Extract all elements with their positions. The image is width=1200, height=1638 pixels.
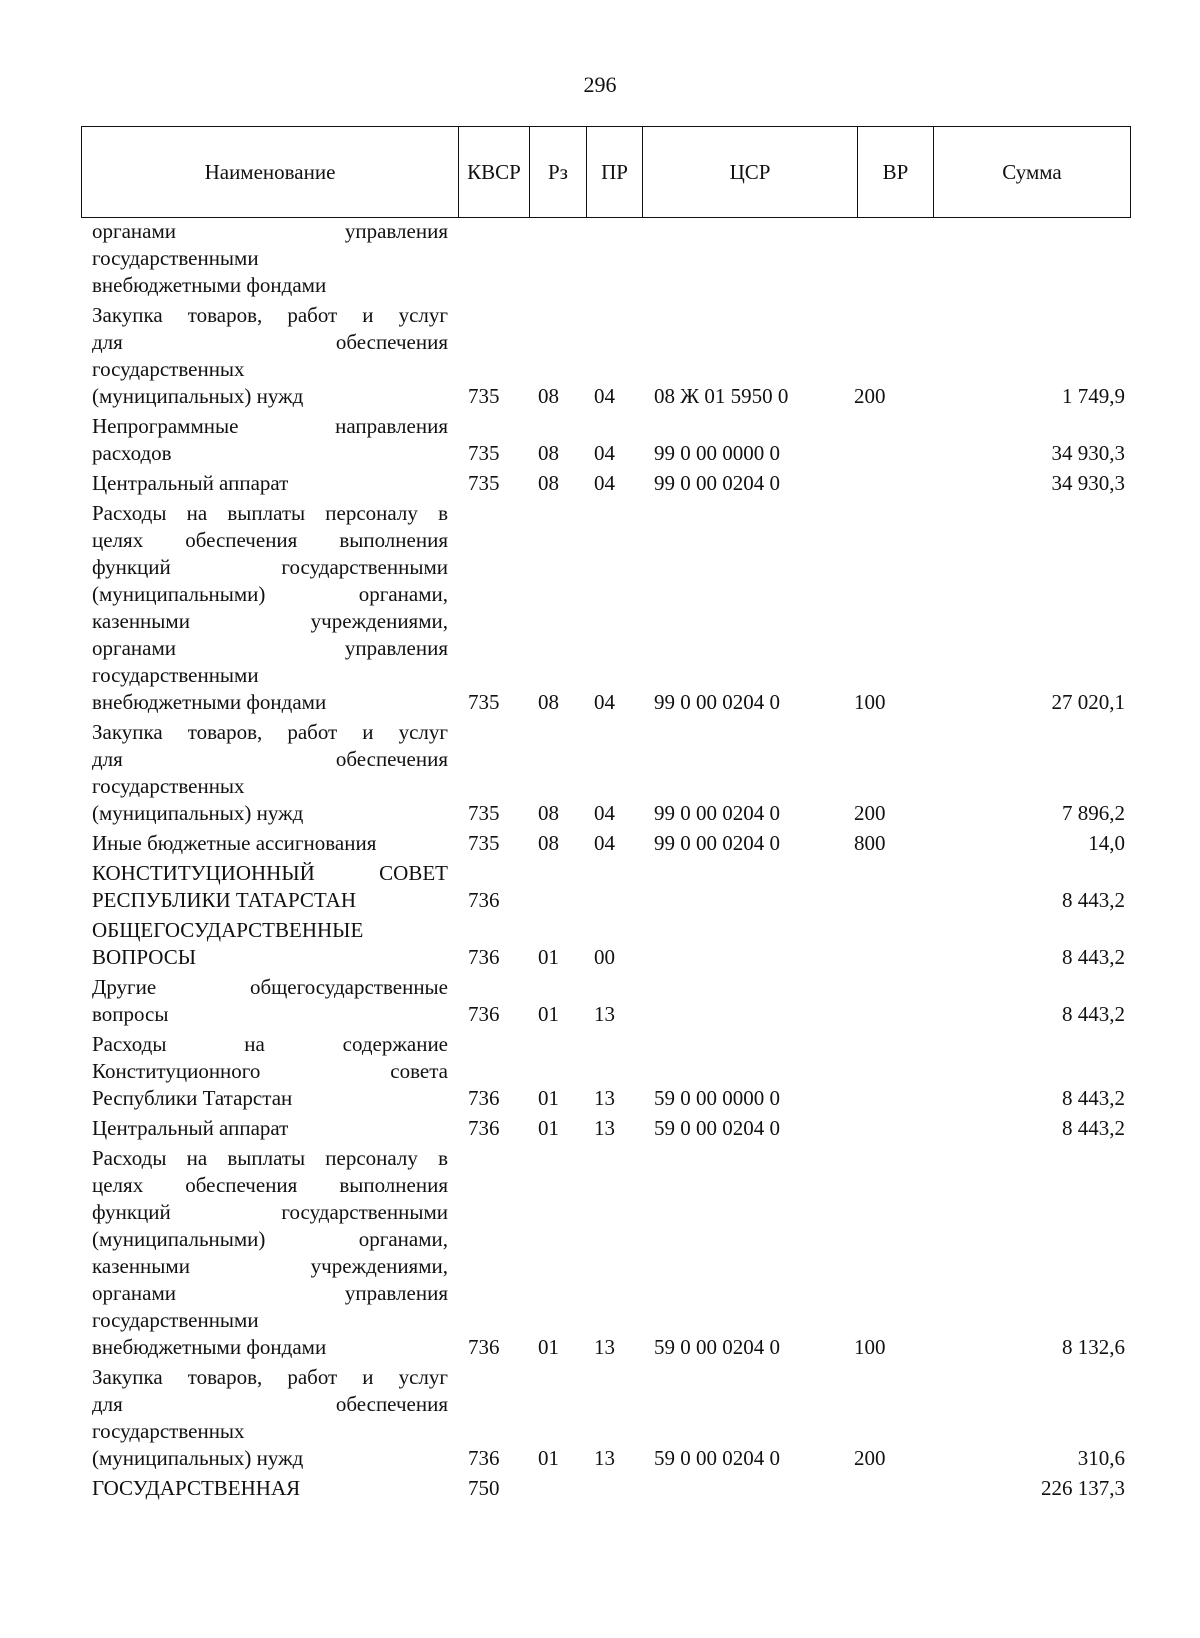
cell-rz: 01 bbox=[538, 1086, 559, 1110]
name-line: казенными учреждениями, bbox=[92, 1254, 448, 1278]
header-pr: ПР bbox=[587, 127, 643, 217]
cell-pr: 13 bbox=[594, 1335, 615, 1359]
name-line: государственными bbox=[92, 1308, 259, 1332]
name-line: ГОСУДАРСТВЕННАЯ bbox=[92, 1476, 301, 1500]
name-line: (муниципальными) органами, bbox=[92, 1227, 448, 1251]
table-row bbox=[92, 470, 1127, 497]
name-line: ОБЩЕГОСУДАРСТВЕННЫЕ bbox=[92, 918, 364, 942]
table-row bbox=[92, 500, 1127, 716]
name-line: государственными bbox=[92, 246, 259, 270]
cell-name bbox=[92, 830, 448, 857]
cell-kvsr: 735 bbox=[468, 690, 500, 714]
header-kvsr: КВСР bbox=[459, 127, 530, 217]
name-line: Центральный аппарат bbox=[92, 471, 289, 495]
name-line: органами управления bbox=[92, 636, 448, 660]
name-line: Расходы на содержание bbox=[92, 1032, 448, 1056]
cell-kvsr: 735 bbox=[468, 441, 500, 465]
name-line: органами управления bbox=[92, 219, 448, 243]
name-line: Конституционного совета bbox=[92, 1059, 448, 1083]
name-line: Расходы на выплаты персоналу в bbox=[92, 501, 448, 525]
name-line: Закупка товаров, работ и услуг bbox=[92, 720, 448, 744]
header-name: Наименование bbox=[82, 127, 459, 217]
table-row bbox=[92, 830, 1127, 857]
name-line: для обеспечения bbox=[92, 1392, 448, 1416]
name-line: расходов bbox=[92, 441, 172, 465]
cell-sum: 226 137,3 bbox=[1041, 1476, 1125, 1500]
name-line: (муниципальными) органами, bbox=[92, 582, 448, 606]
name-line: ВОПРОСЫ bbox=[92, 945, 197, 969]
cell-rz: 01 bbox=[538, 1002, 559, 1026]
cell-kvsr: 736 bbox=[468, 888, 500, 912]
table-row bbox=[92, 1475, 1127, 1502]
cell-sum: 34 930,3 bbox=[1051, 471, 1125, 495]
cell-kvsr: 735 bbox=[468, 384, 500, 408]
cell-csr: 59 0 00 0204 0 bbox=[654, 1446, 780, 1470]
name-line: Центральный аппарат bbox=[92, 1116, 289, 1140]
name-line: (муниципальных) нужд bbox=[92, 1446, 304, 1470]
cell-name bbox=[92, 218, 448, 299]
name-line: Закупка товаров, работ и услуг bbox=[92, 1365, 448, 1389]
name-line: органами управления bbox=[92, 1281, 448, 1305]
table-row bbox=[92, 1115, 1127, 1142]
cell-vr: 100 bbox=[854, 1335, 886, 1359]
cell-kvsr: 736 bbox=[468, 945, 500, 969]
cell-pr: 13 bbox=[594, 1002, 615, 1026]
name-line: (муниципальных) нужд bbox=[92, 384, 304, 408]
cell-sum: 7 896,2 bbox=[1062, 801, 1125, 825]
name-line: Непрограммные направления bbox=[92, 414, 448, 438]
name-line: внебюджетными фондами bbox=[92, 273, 327, 297]
table-row bbox=[92, 1031, 1127, 1112]
name-line: функций государственными bbox=[92, 555, 448, 579]
cell-rz: 08 bbox=[538, 471, 559, 495]
name-line: Республики Татарстан bbox=[92, 1086, 293, 1110]
name-line: казенными учреждениями, bbox=[92, 609, 448, 633]
cell-name bbox=[92, 413, 448, 467]
cell-kvsr: 750 bbox=[468, 1476, 500, 1500]
name-line: для обеспечения bbox=[92, 747, 448, 771]
name-line: Закупка товаров, работ и услуг bbox=[92, 303, 448, 327]
cell-name bbox=[92, 917, 448, 971]
table-row bbox=[92, 917, 1127, 971]
cell-name bbox=[92, 1364, 448, 1472]
cell-vr: 100 bbox=[854, 690, 886, 714]
cell-name bbox=[92, 302, 448, 410]
cell-pr: 13 bbox=[594, 1086, 615, 1110]
cell-sum: 310,6 bbox=[1077, 1446, 1125, 1470]
cell-pr: 04 bbox=[594, 831, 615, 855]
name-line: КОНСТИТУЦИОННЫЙ СОВЕТ bbox=[92, 861, 448, 885]
cell-sum: 14,0 bbox=[1088, 831, 1125, 855]
cell-pr: 04 bbox=[594, 441, 615, 465]
cell-name bbox=[92, 860, 448, 914]
cell-kvsr: 736 bbox=[468, 1002, 500, 1026]
cell-name bbox=[92, 974, 448, 1028]
cell-kvsr: 735 bbox=[468, 831, 500, 855]
cell-csr: 99 0 00 0000 0 bbox=[654, 441, 780, 465]
cell-name bbox=[92, 719, 448, 827]
cell-name bbox=[92, 1145, 448, 1361]
cell-kvsr: 735 bbox=[468, 471, 500, 495]
cell-name bbox=[92, 1475, 448, 1502]
table-row bbox=[92, 1364, 1127, 1472]
cell-name bbox=[92, 500, 448, 716]
cell-csr: 59 0 00 0204 0 bbox=[654, 1116, 780, 1140]
name-line: (муниципальных) нужд bbox=[92, 801, 304, 825]
cell-kvsr: 736 bbox=[468, 1086, 500, 1110]
name-line: функций государственными bbox=[92, 1200, 448, 1224]
cell-vr: 800 bbox=[854, 831, 886, 855]
cell-rz: 08 bbox=[538, 831, 559, 855]
name-line: государственных bbox=[92, 774, 245, 798]
header-rz: Рз bbox=[530, 127, 587, 217]
cell-rz: 01 bbox=[538, 1446, 559, 1470]
cell-name bbox=[92, 1115, 448, 1142]
cell-csr: 59 0 00 0204 0 bbox=[654, 1335, 780, 1359]
page-number: 296 bbox=[583, 72, 617, 97]
cell-sum: 1 749,9 bbox=[1062, 384, 1125, 408]
table-row bbox=[92, 860, 1127, 914]
cell-pr: 13 bbox=[594, 1446, 615, 1470]
table-row bbox=[92, 302, 1127, 410]
name-line: Другие общегосударственные bbox=[92, 975, 448, 999]
header-csr: ЦСР bbox=[643, 127, 858, 217]
name-line: Иные бюджетные ассигнования bbox=[92, 831, 377, 855]
cell-pr: 00 bbox=[594, 945, 615, 969]
name-line: государственных bbox=[92, 1419, 245, 1443]
name-line: государственных bbox=[92, 357, 245, 381]
cell-csr: 99 0 00 0204 0 bbox=[654, 471, 780, 495]
cell-vr: 200 bbox=[854, 801, 886, 825]
cell-csr: 08 Ж 01 5950 0 bbox=[654, 384, 789, 408]
name-line: вопросы bbox=[92, 1002, 169, 1026]
cell-vr: 200 bbox=[854, 1446, 886, 1470]
cell-sum: 8 132,6 bbox=[1062, 1335, 1125, 1359]
name-line: целях обеспечения выполнения bbox=[92, 1173, 448, 1197]
cell-pr: 04 bbox=[594, 801, 615, 825]
name-line: Расходы на выплаты персоналу в bbox=[92, 1146, 448, 1170]
table-row bbox=[92, 218, 1127, 299]
cell-pr: 04 bbox=[594, 690, 615, 714]
cell-kvsr: 735 bbox=[468, 801, 500, 825]
cell-rz: 08 bbox=[538, 384, 559, 408]
name-line: внебюджетными фондами bbox=[92, 690, 327, 714]
cell-pr: 13 bbox=[594, 1116, 615, 1140]
cell-csr: 59 0 00 0000 0 bbox=[654, 1086, 780, 1110]
cell-sum: 8 443,2 bbox=[1062, 888, 1125, 912]
header-sum: Сумма bbox=[1002, 159, 1062, 184]
cell-name bbox=[92, 470, 448, 497]
cell-rz: 01 bbox=[538, 945, 559, 969]
name-line: государственными bbox=[92, 663, 259, 687]
table-row bbox=[92, 719, 1127, 827]
cell-rz: 08 bbox=[538, 801, 559, 825]
table-body bbox=[92, 218, 1127, 1505]
cell-rz: 08 bbox=[538, 690, 559, 714]
table-header bbox=[81, 126, 1131, 218]
cell-name bbox=[92, 1031, 448, 1112]
cell-sum: 8 443,2 bbox=[1062, 1002, 1125, 1026]
cell-sum: 27 020,1 bbox=[1051, 690, 1125, 714]
cell-rz: 01 bbox=[538, 1116, 559, 1140]
table-row bbox=[92, 413, 1127, 467]
name-line: целях обеспечения выполнения bbox=[92, 528, 448, 552]
name-line: для обеспечения bbox=[92, 330, 448, 354]
name-line: внебюджетными фондами bbox=[92, 1335, 327, 1359]
cell-csr: 99 0 00 0204 0 bbox=[654, 831, 780, 855]
cell-pr: 04 bbox=[594, 384, 615, 408]
cell-kvsr: 736 bbox=[468, 1116, 500, 1140]
cell-sum: 8 443,2 bbox=[1062, 945, 1125, 969]
name-line: РЕСПУБЛИКИ ТАТАРСТАН bbox=[92, 888, 357, 912]
cell-kvsr: 736 bbox=[468, 1335, 500, 1359]
cell-vr: 200 bbox=[854, 384, 886, 408]
cell-rz: 08 bbox=[538, 441, 559, 465]
cell-pr: 04 bbox=[594, 471, 615, 495]
cell-sum: 34 930,3 bbox=[1051, 441, 1125, 465]
cell-sum: 8 443,2 bbox=[1062, 1116, 1125, 1140]
cell-csr: 99 0 00 0204 0 bbox=[654, 801, 780, 825]
header-vr: ВР bbox=[858, 127, 934, 217]
cell-kvsr: 736 bbox=[468, 1446, 500, 1470]
table-row bbox=[92, 1145, 1127, 1361]
cell-csr: 99 0 00 0204 0 bbox=[654, 690, 780, 714]
table-row bbox=[92, 974, 1127, 1028]
cell-rz: 01 bbox=[538, 1335, 559, 1359]
cell-sum: 8 443,2 bbox=[1062, 1086, 1125, 1110]
